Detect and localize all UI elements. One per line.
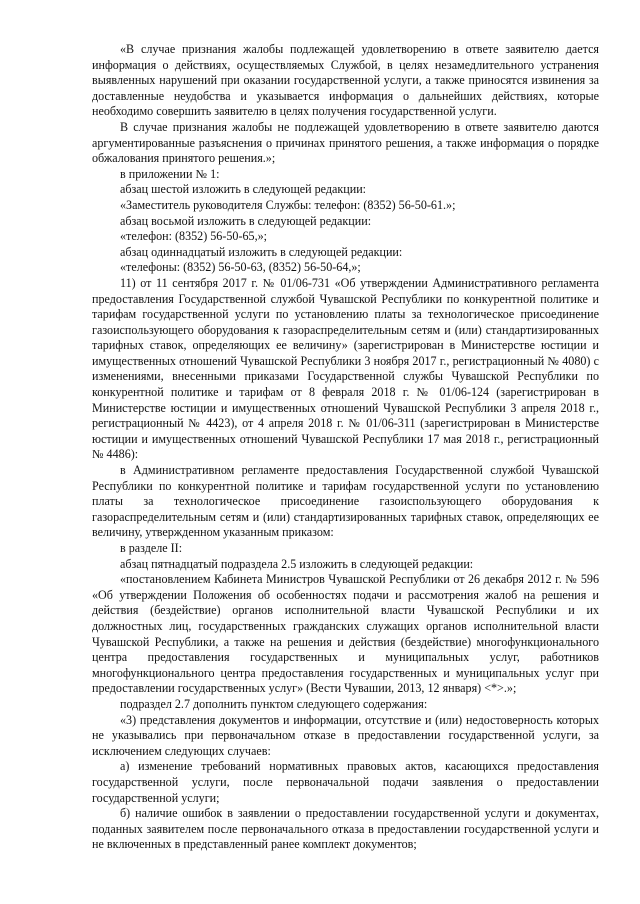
paragraph-order-11: 11) от 11 сентября 2017 г. № 01/06-731 «Об утверждении Административного регламента предоставления Государственной службой Чувашской Республики по конкурентной политике и тарифам государственной услуги по установлению платы за технологическое присоединение газоиспользующего оборудования к газораспределительным сетям и (или) стандартизированных тарифных ставок, определяющих ее величину» (зарегистрирован в Министерстве юстиции и имущественных отношений Чувашской Республики 3 ноября 2017 г., регистрационный № 4080) с изменениями, внесенными приказами Государственной службы Чувашской Республики по конкурентной политике и тарифам от 8 февраля 2018 г. № 01/06-124 (зарегистрирован в Министерстве юстиции и имущественных отношений Чувашской Республики 3 апреля 2018 г., регистрационный № 4423), от 4 апреля 2018 г. № 01/06-311 (зарегистрирован в Министерстве юстиции и имущественных отношений Чувашской Республики 17 мая 2018 г., регистрационный № 4486): xyxy=(92,275,599,462)
paragraph-sixth-para-heading: абзац шестой изложить в следующей редакции: xyxy=(120,182,367,197)
paragraph-eighth-para-heading: абзац восьмой изложить в следующей редакции: xyxy=(120,213,372,228)
paragraph-deputy-phone: «Заместитель руководителя Службы: телефон: (8352) 56-50-61.»; xyxy=(120,197,456,212)
paragraph-admin-regulation: в Административном регламенте предоставления Государственной службой Чувашской Республики по конкурентной политике и тарифам государственной услуги по установлению платы за технологическое присоединение газоиспользующего оборудования к газораспределительным сетям и (или) стандартизированных тарифных ставок, определяющих ее величину, утвержденном указанным приказом: xyxy=(92,463,599,540)
paragraph-appendix-1: в приложении № 1: xyxy=(120,166,220,181)
paragraph-item-b: б) наличие ошибок в заявлении о предоставлении государственной услуги и документах, поданных заявителем после первоначального отказа в предоставлении государственной услуги и не включенных в представленный ранее комплект документов; xyxy=(92,806,599,852)
paragraph-complaint-satisfied: «В случае признания жалобы подлежащей удовлетворению в ответе заявителю дается информация о действиях, осуществляемых Службой, в целях незамедлительного устранения выявленных нарушений при оказании государственной услуги, а также приносятся извинения за доставленные неудобства и указывается информация о дальнейших действиях, которые необходимо совершить заявителю в целях получения государственной услуги. xyxy=(92,42,599,119)
paragraph-complaint-rejected: В случае признания жалобы не подлежащей удовлетворению в ответе заявителю даются аргументированные разъяснения о причинах принятого решения, а также информация о порядке обжалования принятого решения.»; xyxy=(92,119,599,166)
paragraph-fifteenth-para-heading: абзац пятнадцатый подраздела 2.5 изложить в следующей редакции: xyxy=(120,556,474,571)
paragraph-phone: «телефон: (8352) 56-50-65,»; xyxy=(120,229,268,244)
paragraph-item-a: а) изменение требований нормативных правовых актов, касающихся предоставления государственной услуги, после первоначальной подачи заявления о предоставлении государственной услуги; xyxy=(92,759,599,805)
paragraph-subsection-2-7: подраздел 2.7 дополнить пунктом следующего содержания: xyxy=(120,696,428,711)
paragraph-eleventh-para-heading: абзац одиннадцатый изложить в следующей редакции: xyxy=(120,244,403,259)
paragraph-item-3: «3) представления документов и информации, отсутствие и (или) недостоверность которых не указывались при первоначальном отказе в предоставлении государственной услуги, за исключением следующих случаев: xyxy=(92,712,599,758)
paragraph-resolution-596: «постановлением Кабинета Министров Чувашской Республики от 26 декабря 2012 г. № 596 «Об утверждении Положения об особенностях подачи и рассмотрения жалоб на решения и действия (бездействие) органов исполнительной власти Чувашской Республики и их должностных лиц, государственных гражданских служащих органов исполнительной власти Чувашской Республики, а также на решения и действия (бездействие) многофункционального центра предоставления государственных и муниципальных услуг, работников многофункционального центра предоставления государственных и муниципальных услуг при предоставлении государственных услуг» (Вести Чувашии, 2013, 12 января) <*>.»; xyxy=(92,572,599,696)
document-body xyxy=(92,42,599,853)
paragraph-section-2: в разделе II: xyxy=(120,541,183,555)
paragraph-phones: «телефоны: (8352) 56-50-63, (8352) 56-50-64,»; xyxy=(120,260,361,275)
